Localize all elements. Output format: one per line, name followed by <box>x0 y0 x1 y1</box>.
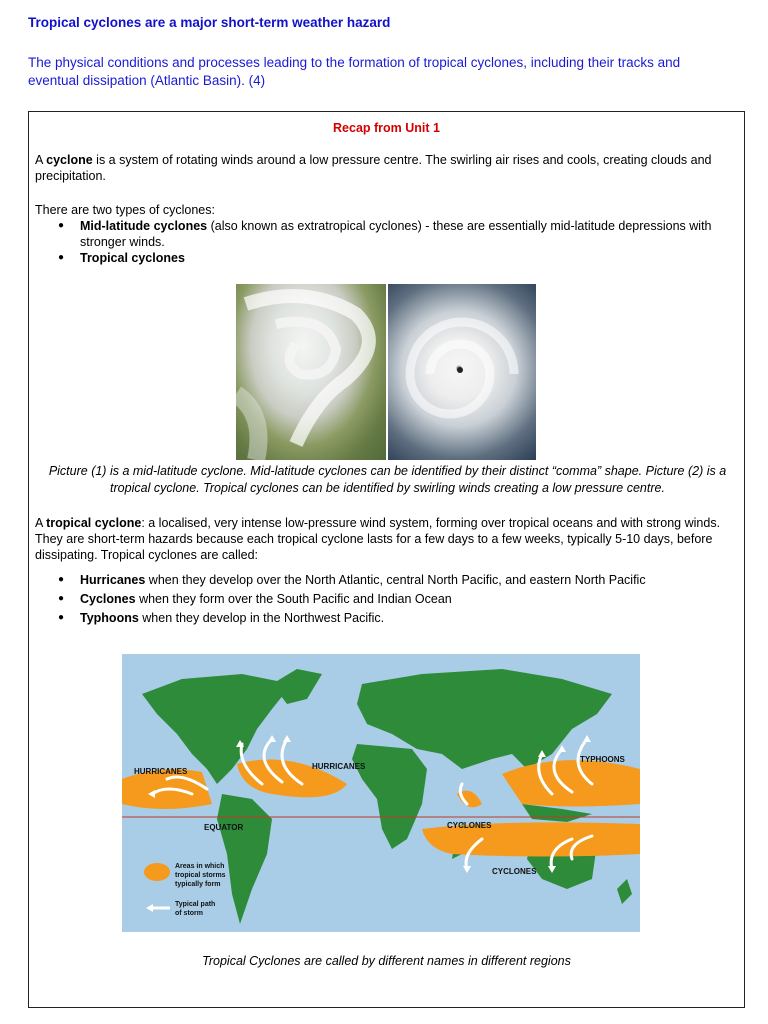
label-typhoons: TYPHOONS <box>580 755 625 764</box>
label-cyclones-indian: CYCLONES <box>447 821 492 830</box>
map-caption: Tropical Cyclones are called by different names in different regions <box>202 954 571 968</box>
recap-title: Recap from Unit 1 <box>333 121 440 135</box>
list-item: ● Hurricanes when they develop over the North Atlantic, central North Pacific, and eastern North Pacific <box>35 572 735 588</box>
photo-caption: Picture (1) is a mid-latitude cyclone. Mid-latitude cyclones can be identified by their distinct “comma” shape. Picture (2) is a tropical cyclone. Tropical cyclones can be identified by swirling winds creating a low pressure centre. <box>48 464 727 495</box>
svg-text:of storm: of storm <box>175 910 203 917</box>
svg-text:typically form: typically form <box>175 881 221 888</box>
list-item: ● Cyclones when they form over the South Pacific and Indian Ocean <box>35 591 735 607</box>
cyclone-types-list <box>35 218 725 266</box>
storm-area-swatch <box>144 863 170 881</box>
term-tropical-cyclone: tropical cyclone <box>46 516 142 530</box>
cyclone-definition: A cyclone is a system of rotating winds around a low pressure centre. The swirling air rises and cools, creating clouds and precipitation. <box>35 153 712 183</box>
term-cyclone: cyclone <box>46 153 93 167</box>
label-equator: EQUATOR <box>204 823 244 832</box>
cyclone-names-list <box>35 572 735 629</box>
svg-text:tropical storms: tropical storms <box>175 872 226 879</box>
list-item: ● Typhoons when they develop in the Northwest Pacific. <box>35 610 735 626</box>
svg-text:Typical path: Typical path <box>175 901 216 908</box>
types-intro: There are two types of cyclones: <box>35 203 215 217</box>
intro-text: The physical conditions and processes leading to the formation of tropical cyclones, including their tracks and eventual dissipation (Atlantic Basin). (4) <box>28 55 681 88</box>
tropical-cyclone-photo <box>388 284 536 460</box>
cyclone-photos <box>236 284 536 460</box>
list-item: ● Tropical cyclones <box>35 250 725 266</box>
page-heading: Tropical cyclones are a major short-term weather hazard <box>28 15 391 30</box>
label-hurricanes-atlantic: HURRICANES <box>312 762 366 771</box>
label-hurricanes-west: HURRICANES <box>134 767 188 776</box>
svg-text:Areas in which: Areas in which <box>175 863 225 870</box>
list-item: ● Mid-latitude cyclones (also known as extratropical cyclones) - these are essentially mid-latitude depressions with stronger winds. <box>35 218 725 250</box>
tropical-cyclone-definition: A tropical cyclone: a localised, very intense low-pressure wind system, forming over tropical oceans and with strong winds. They are short-term hazards because each tropical cyclone lasts for a few days to a few weeks, typically 5-10 days, before dissipating. Tropical cyclones are called: <box>35 516 721 562</box>
label-cyclones-pacific: CYCLONES <box>492 867 537 876</box>
recap-box <box>28 111 745 1008</box>
world-cyclone-map <box>122 654 640 932</box>
mid-latitude-cyclone-photo <box>236 284 386 460</box>
